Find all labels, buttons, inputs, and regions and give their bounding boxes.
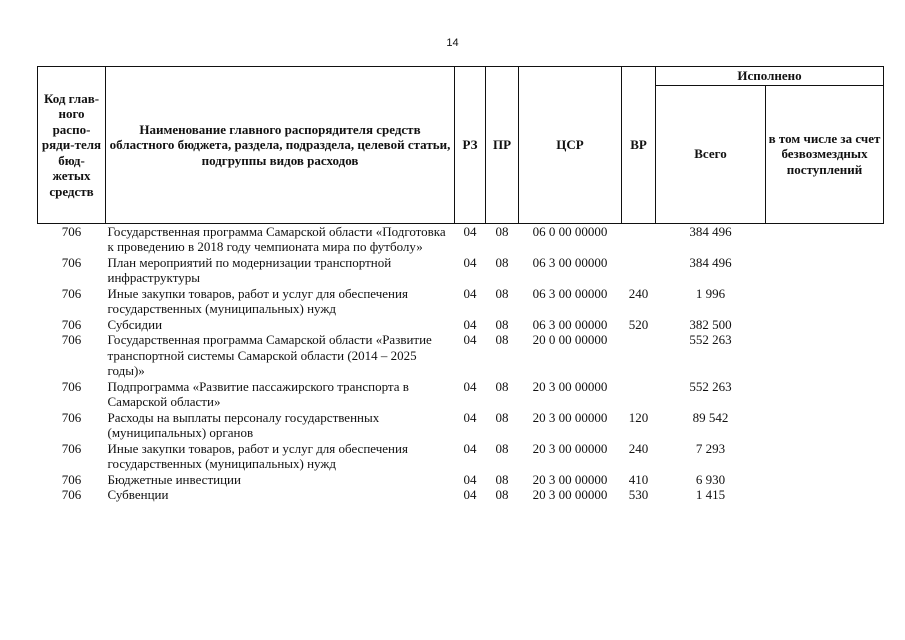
cell-code: 706 <box>61 440 82 456</box>
cell-name: План мероприятий по модернизации транспортной инфраструктуры <box>107 254 392 285</box>
cell-vr: 120 <box>628 409 649 425</box>
cell-csr: 20 3 00 00000 <box>532 378 608 394</box>
header-name: Наименование главного распорядителя средств областного бюджета, раздела, подраздела, целевой статьи, подгруппы видов расходов <box>106 67 455 224</box>
table-row <box>38 255 884 286</box>
cell-vr <box>622 379 656 410</box>
table-body <box>38 223 884 503</box>
cell-rz: 04 <box>463 254 477 270</box>
cell-total: 89 542 <box>692 409 729 425</box>
table-row <box>38 487 884 503</box>
cell-total: 1 415 <box>695 487 726 502</box>
cell-name: Подпрограмма «Развитие пассажирского транспорта в Самарской области» <box>107 378 409 409</box>
cell-csr: 06 3 00 00000 <box>532 254 608 270</box>
header-code: Код глав-ного распо-ряди-теля бюд-жетых средств <box>38 67 106 224</box>
cell-vr <box>622 255 656 286</box>
cell-free <box>766 379 884 410</box>
table-row <box>38 286 884 317</box>
header-executed: Исполнено <box>656 67 884 86</box>
cell-free <box>766 332 884 379</box>
cell-name: Государственная программа Самарской области «Развитие транспортной системы Самарской области (2014 – 2025 годы)» <box>107 332 432 378</box>
cell-name: Расходы на выплаты персоналу государственных (муниципальных) органов <box>107 409 380 440</box>
cell-code: 706 <box>61 378 82 394</box>
cell-total: 384 496 <box>689 254 732 270</box>
cell-pr: 08 <box>495 254 509 270</box>
cell-rz: 04 <box>463 285 477 301</box>
cell-rz: 04 <box>463 440 477 456</box>
cell-code: 706 <box>61 409 82 425</box>
table-header <box>38 67 884 224</box>
cell-total: 6 930 <box>695 471 726 487</box>
cell-csr: 20 3 00 00000 <box>532 471 608 487</box>
cell-pr: 08 <box>495 378 509 394</box>
cell-free <box>766 286 884 317</box>
cell-vr <box>622 223 656 255</box>
cell-code: 706 <box>61 471 82 487</box>
header-rz: РЗ <box>455 67 486 224</box>
table-row <box>38 379 884 410</box>
cell-free <box>766 317 884 333</box>
cell-free <box>766 487 884 503</box>
cell-pr: 08 <box>495 471 509 487</box>
cell-rz: 04 <box>463 332 477 347</box>
cell-rz: 04 <box>463 471 477 487</box>
cell-vr <box>622 332 656 379</box>
cell-csr: 06 0 00 00000 <box>532 223 608 239</box>
cell-name: Субсидии <box>107 316 163 332</box>
cell-code: 706 <box>61 254 82 270</box>
cell-name: Государственная программа Самарской области «Подготовка к проведению в 2018 году чемпионата мира по футболу» <box>107 223 446 254</box>
cell-total: 1 996 <box>695 285 726 301</box>
cell-name: Иные закупки товаров, работ и услуг для обеспечения государственных (муниципальных) нужд <box>107 440 408 471</box>
cell-vr: 530 <box>628 487 649 502</box>
cell-name: Бюджетные инвестиции <box>107 471 241 487</box>
budget-table <box>37 66 884 503</box>
cell-total: 384 496 <box>689 223 732 239</box>
cell-rz: 04 <box>463 223 477 239</box>
cell-vr: 240 <box>628 440 649 456</box>
cell-pr: 08 <box>495 440 509 456</box>
cell-free <box>766 441 884 472</box>
cell-total: 382 500 <box>689 316 732 332</box>
cell-name: Субвенции <box>107 487 169 502</box>
cell-free <box>766 223 884 255</box>
table-row <box>38 472 884 488</box>
cell-total: 552 263 <box>689 332 732 347</box>
cell-pr: 08 <box>495 316 509 332</box>
header-csr: ЦСР <box>519 67 622 224</box>
cell-code: 706 <box>61 316 82 332</box>
table-row <box>38 410 884 441</box>
cell-vr: 240 <box>628 285 649 301</box>
cell-csr: 20 3 00 00000 <box>532 440 608 456</box>
cell-free <box>766 410 884 441</box>
cell-vr: 410 <box>628 471 649 487</box>
cell-csr: 06 3 00 00000 <box>532 285 608 301</box>
cell-rz: 04 <box>463 378 477 394</box>
cell-free <box>766 472 884 488</box>
cell-code: 706 <box>61 285 82 301</box>
cell-total: 552 263 <box>689 378 732 394</box>
cell-code: 706 <box>61 223 82 239</box>
table-row <box>38 317 884 333</box>
cell-pr: 08 <box>495 223 509 239</box>
header-vr: ВР <box>622 67 656 224</box>
cell-free <box>766 255 884 286</box>
table-row <box>38 223 884 255</box>
cell-rz: 04 <box>463 316 477 332</box>
cell-csr: 20 0 00 00000 <box>532 332 608 347</box>
page-number: 14 <box>446 37 459 49</box>
cell-rz: 04 <box>463 487 477 502</box>
cell-rz: 04 <box>463 409 477 425</box>
cell-vr: 520 <box>628 316 649 332</box>
cell-total: 7 293 <box>695 440 726 456</box>
table-row <box>38 441 884 472</box>
header-free: в том числе за счет безвозмездных поступлений <box>766 85 884 223</box>
cell-code: 706 <box>61 487 82 502</box>
cell-name: Иные закупки товаров, работ и услуг для обеспечения государственных (муниципальных) нужд <box>107 285 408 316</box>
header-total: Всего <box>656 85 766 223</box>
cell-pr: 08 <box>495 487 509 502</box>
header-pr: ПР <box>486 67 519 224</box>
cell-pr: 08 <box>495 332 509 347</box>
cell-csr: 20 3 00 00000 <box>532 487 608 502</box>
table-row <box>38 332 884 379</box>
cell-csr: 06 3 00 00000 <box>532 316 608 332</box>
cell-pr: 08 <box>495 285 509 301</box>
cell-code: 706 <box>61 332 82 347</box>
cell-csr: 20 3 00 00000 <box>532 409 608 425</box>
cell-pr: 08 <box>495 409 509 425</box>
